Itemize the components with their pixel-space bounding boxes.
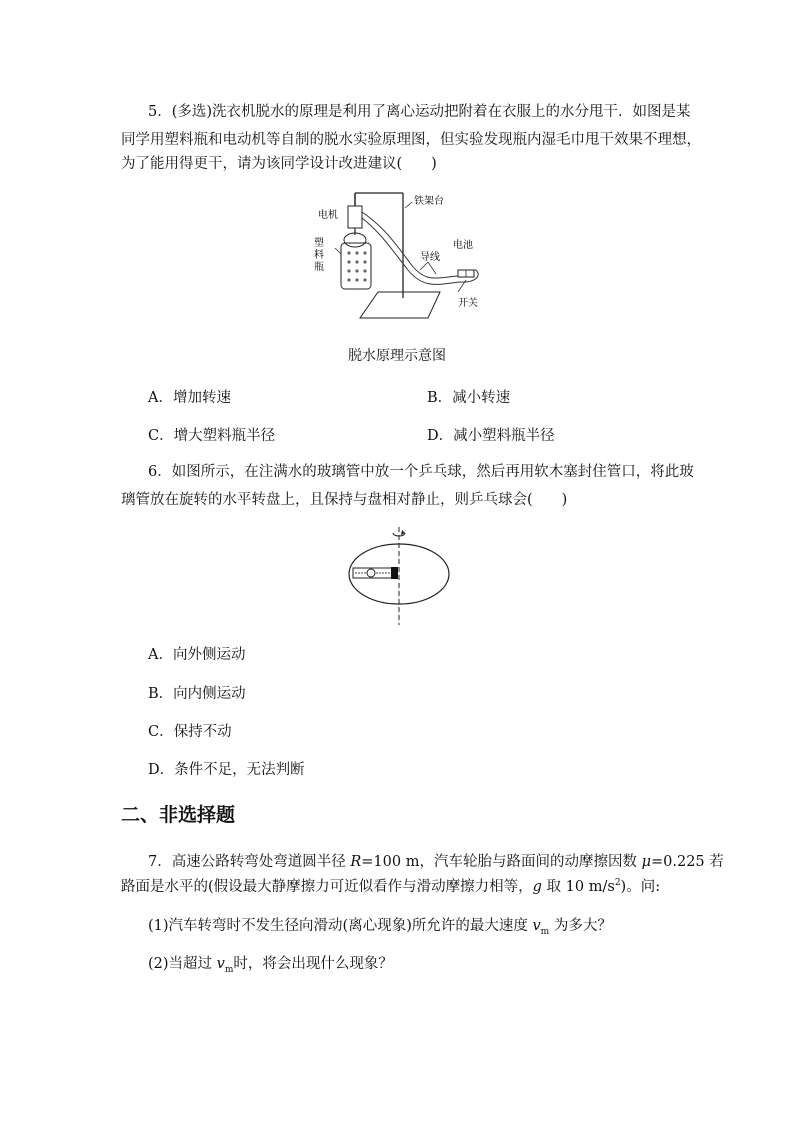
q6-line2: 璃管放在旋转的水平转盘上，且保持与盘相对静止，则乒乓球会( ) — [121, 492, 568, 508]
q7-sub2 — [148, 952, 393, 975]
q5-line2: 同学用塑料瓶和电动机等自制的脱水实验原理图，但实验发现瓶内湿毛巾甩干效果不理想， — [121, 132, 701, 148]
q7-v-subscript-2: m — [224, 964, 234, 975]
q7-line2-c: )。问: — [620, 879, 661, 895]
q5-option-a[interactable]: A．增加转速 — [148, 390, 231, 406]
bottle-label-2: 料 — [314, 250, 324, 261]
q7-sub2-a: (2)当超过 — [148, 956, 217, 972]
q7-sub2-b: 时，将会出现什么现象？ — [233, 956, 393, 972]
q7-v-symbol-2: v — [216, 956, 225, 972]
bottle-label-1: 塑 — [314, 238, 324, 249]
q5-option-c[interactable]: C．增大塑料瓶半径 — [148, 428, 276, 444]
q6-option-d[interactable]: D．条件不足，无法判断 — [148, 762, 305, 778]
battery-label: 电池 — [453, 240, 473, 251]
figure-caption: 脱水原理示意图 — [348, 348, 446, 364]
q7-radius-symbol: R — [350, 854, 362, 870]
q7-line1-b: =100 m，汽车轮胎与路面间的动摩擦因数 — [361, 854, 642, 870]
q6-option-c[interactable]: C．保持不动 — [148, 724, 232, 740]
spin-dry-figure — [300, 188, 500, 328]
q7-mu-symbol: μ — [641, 854, 651, 870]
q5-line1: 5．(多选)洗衣机脱水的原理是利用了离心运动把附着在衣服上的水分甩干．如图是某 — [148, 104, 691, 120]
q5-option-b[interactable]: B．减小转速 — [427, 390, 511, 406]
q7-line1-a: 7．高速公路转弯处弯道圆半径 — [148, 854, 351, 870]
wire-label: 导线 — [420, 252, 440, 263]
q7-sub1 — [148, 914, 612, 937]
q7-line2 — [121, 875, 660, 896]
q7-line2-a: 路面是水平的(假设最大静摩擦力可近似看作与滑动摩擦力相等， — [121, 879, 533, 895]
q7-sub1-b: 为多大？ — [549, 918, 612, 934]
q7-line2-b: 取 10 m/s — [541, 879, 615, 895]
q6-line1: 6．如图所示，在注满水的玻璃管中放一个乒乓球，然后再用软木塞封住管口，将此玻 — [148, 464, 694, 480]
q7-v-subscript: m — [540, 926, 550, 937]
q6-option-b[interactable]: B．向内侧运动 — [148, 686, 246, 702]
q5-line3: 为了能用得更干，请为该同学设计改进建议( ) — [121, 156, 437, 172]
q7-sub1-a: (1)汽车转弯时不发生径向滑动(离心现象)所允许的最大速度 — [148, 918, 533, 934]
q7-line1-c: =0.225 若 — [651, 854, 724, 870]
stand-label: 铁架台 — [414, 196, 444, 207]
q5-option-d[interactable]: D．减小塑料瓶半径 — [427, 428, 555, 444]
q7-line1 — [148, 850, 724, 871]
switch-label: 开关 — [458, 298, 478, 309]
bottle-label-3: 瓶 — [314, 262, 324, 273]
q7-v-symbol: v — [532, 918, 541, 934]
q6-option-a[interactable]: A．向外侧运动 — [148, 647, 246, 663]
turntable-figure — [340, 525, 460, 627]
motor-label: 电机 — [318, 210, 338, 221]
q7-g-symbol: g — [532, 879, 542, 895]
q7-unit-sup: 2 — [614, 878, 621, 889]
section-title: 二、非选择题 — [121, 804, 236, 826]
